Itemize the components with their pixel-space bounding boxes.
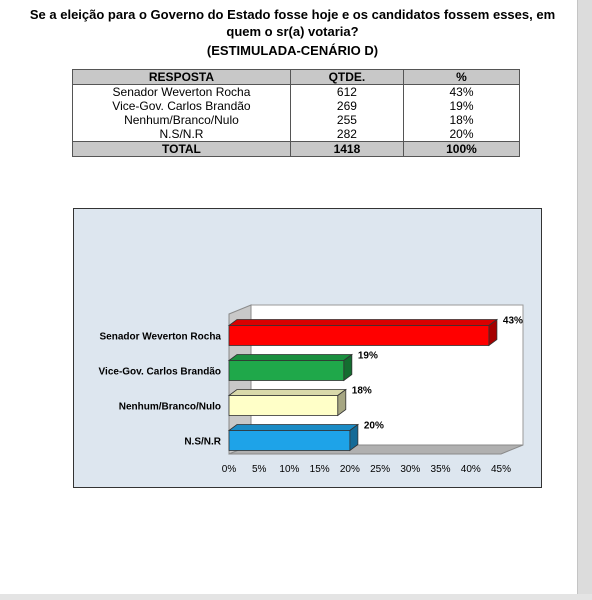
header-percent: %	[403, 70, 519, 85]
page-edge-bottom	[0, 594, 592, 600]
table-header-row	[73, 70, 520, 85]
bar-top-0	[229, 320, 497, 326]
data-label-0: 43%	[502, 315, 523, 327]
table-row	[73, 127, 520, 142]
bar-top-3	[229, 425, 358, 431]
table-total-row	[73, 142, 520, 157]
table-row	[73, 113, 520, 127]
data-label-1: 19%	[357, 350, 378, 362]
question-text-line2: quem o sr(a) votaria?	[226, 24, 359, 39]
data-label-2: 18%	[351, 385, 372, 397]
data-label-3: 20%	[363, 420, 384, 432]
x-tick-label-5: 25%	[370, 464, 391, 475]
x-tick-label-3: 15%	[309, 464, 330, 475]
x-tick-label-1: 5%	[251, 464, 267, 475]
question-subtitle: (ESTIMULADA-CENÁRIO D)	[206, 43, 379, 58]
cell-total-percent: 100%	[403, 142, 519, 157]
cell-qtde: 269	[290, 99, 403, 113]
cell-resposta: N.S/N.R	[73, 127, 291, 142]
category-label-1: Vice-Gov. Carlos Brandão	[98, 366, 221, 378]
chart-panel	[73, 208, 542, 488]
bar-3	[229, 431, 350, 451]
cell-qtde: 612	[290, 85, 403, 100]
cell-qtde: 255	[290, 113, 403, 127]
category-label-0: Senador Weverton Rocha	[99, 331, 221, 343]
x-tick-label-9: 45%	[490, 464, 512, 475]
results-table	[72, 69, 520, 157]
cell-resposta: Nenhum/Branco/Nulo	[73, 113, 291, 127]
cell-total-label: TOTAL	[73, 142, 291, 157]
question-text-line1: Se a eleição para o Governo do Estado fosse hoje e os candidatos fossem esses, em	[29, 7, 556, 22]
x-tick-label-8: 40%	[460, 464, 481, 475]
cell-total-qtde: 1418	[290, 142, 403, 157]
bar-top-1	[229, 355, 352, 361]
category-label-2: Nenhum/Branco/Nulo	[118, 401, 221, 413]
bar-2	[229, 396, 338, 416]
x-tick-label-2: 10%	[279, 464, 300, 475]
header-resposta: RESPOSTA	[73, 70, 291, 85]
x-tick-label-0: 0%	[221, 464, 237, 475]
cell-resposta: Vice-Gov. Carlos Brandão	[73, 99, 291, 113]
category-label-3: N.S/N.R	[184, 436, 221, 448]
cell-percent: 43%	[403, 85, 519, 100]
bar-top-2	[229, 390, 346, 396]
page-edge-right	[577, 0, 592, 600]
bar-0	[229, 326, 489, 346]
table-row	[73, 99, 520, 113]
x-tick-label-6: 30%	[400, 464, 421, 475]
bar-1	[229, 361, 344, 381]
cell-percent: 19%	[403, 99, 519, 113]
cell-percent: 20%	[403, 127, 519, 142]
bar-chart	[74, 209, 541, 487]
x-tick-label-4: 20%	[339, 464, 360, 475]
cell-percent: 18%	[403, 113, 519, 127]
header-qtde: QTDE.	[290, 70, 403, 85]
cell-resposta: Senador Weverton Rocha	[73, 85, 291, 100]
x-tick-label-7: 35%	[430, 464, 451, 475]
table-row	[73, 85, 520, 100]
question-header	[20, 6, 565, 59]
cell-qtde: 282	[290, 127, 403, 142]
